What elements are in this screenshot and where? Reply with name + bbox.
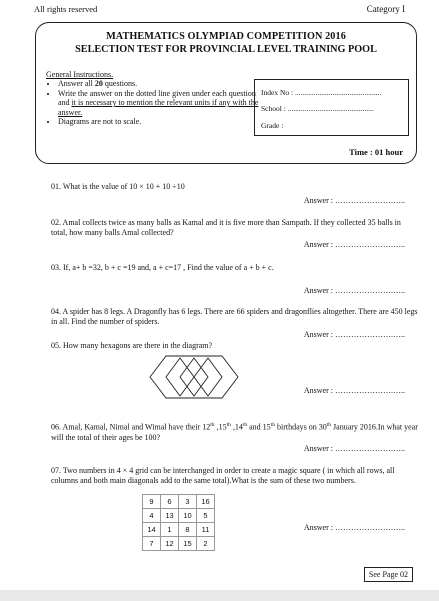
grid-cell: 15 bbox=[179, 537, 197, 551]
grid-cell: 8 bbox=[179, 523, 197, 537]
instructions-heading: General Instructions. bbox=[46, 70, 114, 79]
grade-field[interactable]: Grade : bbox=[261, 121, 284, 130]
answer-line-3[interactable]: Answer : ………………….….. bbox=[303, 286, 405, 295]
see-page-button[interactable]: See Page 02 bbox=[364, 567, 413, 582]
instruction-text: Answer all bbox=[58, 79, 95, 88]
question-4: 04. A spider has 8 legs. A Dragonfly has 6 legs. There are 66 spiders and dragonflies altogether. There are 450 legs in all. Find the number of spiders. bbox=[51, 307, 418, 326]
answer-line-1[interactable]: Answer : ………………….….. bbox=[303, 196, 405, 205]
answer-line-5[interactable]: Answer : ………………….….. bbox=[303, 386, 405, 395]
grid-cell: 12 bbox=[161, 537, 179, 551]
grid-cell: 6 bbox=[161, 495, 179, 509]
q6-text: birthdays on 30 bbox=[274, 422, 327, 432]
question-7: 07. Two numbers in 4 × 4 grid can be interchanged in order to create a magic square ( in which all rows, all columns and both main diagonals add to the same total).What is the sum of these two numbers. bbox=[51, 466, 395, 485]
candidate-info-box bbox=[254, 79, 409, 136]
grid-row bbox=[143, 495, 215, 509]
ordinal-suffix: th bbox=[242, 422, 248, 428]
grid-cell: 1 bbox=[161, 523, 179, 537]
ordinal-suffix: th bbox=[226, 422, 231, 428]
grid-row bbox=[143, 523, 215, 537]
answer-line-4[interactable]: Answer : ………………….….. bbox=[303, 330, 405, 339]
instruction-item bbox=[58, 89, 263, 118]
instructions-list bbox=[46, 79, 263, 127]
answer-line-2[interactable]: Answer : ………………….….. bbox=[303, 240, 405, 249]
grid-cell: 16 bbox=[197, 495, 215, 509]
grid-cell: 14 bbox=[143, 523, 161, 537]
grid-cell: 2 bbox=[197, 537, 215, 551]
answer-line-7[interactable]: Answer : ………………….….. bbox=[303, 523, 405, 532]
q6-text: ,15 bbox=[214, 422, 227, 432]
question-6 bbox=[51, 420, 419, 443]
instruction-underlined: it is necessary to mention the relevant units if any with the answer. bbox=[58, 98, 259, 117]
q6-text: and 15 bbox=[247, 422, 271, 432]
q6-text: 06. Amal, Kamal, Nimal and Wimal have their 12 bbox=[51, 422, 211, 432]
grid-cell: 10 bbox=[179, 509, 197, 523]
grid-row bbox=[143, 537, 215, 551]
grid-cell: 9 bbox=[143, 495, 161, 509]
question-5: 05. How many hexagons are there in the diagram? bbox=[51, 341, 213, 350]
number-grid bbox=[142, 494, 215, 551]
category-label: Category I bbox=[366, 4, 405, 14]
time-allowed: Time : 01 hour bbox=[349, 147, 403, 157]
answer-line-6[interactable]: Answer : ………………….….. bbox=[303, 444, 405, 453]
instruction-text: Write the answer on the dotted line given under each question and bbox=[58, 88, 256, 108]
index-no-field[interactable]: Index No : .............................................. bbox=[261, 88, 382, 97]
grid-row bbox=[143, 509, 215, 523]
question-1: 01. What is the value of 10 × 10 + 10 ÷10 bbox=[51, 182, 185, 191]
rights-text: All rights reserved bbox=[34, 4, 98, 14]
ordinal-suffix: th bbox=[270, 422, 275, 428]
question-2: 02. Amal collects twice as many balls as Kamal and it is five more than Sampath. If they collected 35 balls in total, how many balls Amal collected? bbox=[51, 218, 401, 237]
school-field[interactable]: School : .............................................. bbox=[261, 104, 374, 113]
exam-subtitle: SELECTION TEST FOR PROVINCIAL LEVEL TRAINING POOL bbox=[75, 44, 377, 55]
ordinal-suffix: th bbox=[326, 422, 332, 428]
exam-title: MATHEMATICS OLYMPIAD COMPETITION 2016 bbox=[106, 31, 346, 42]
grid-cell: 5 bbox=[197, 509, 215, 523]
instruction-text: questions. bbox=[102, 79, 138, 88]
question-3: 03. If, a+ b =32, b + c =19 and, a + c=17 , Find the value of a + b + c. bbox=[51, 263, 274, 272]
grid-cell: 13 bbox=[161, 509, 179, 523]
grid-cell: 7 bbox=[143, 537, 161, 551]
hexagon-diagram bbox=[148, 354, 240, 400]
question-count: 20 bbox=[94, 79, 103, 88]
q6-text: January 2016.In what year will the total of their ages be 100? bbox=[51, 422, 418, 442]
ordinal-suffix: th bbox=[210, 422, 215, 428]
grid-cell: 11 bbox=[197, 523, 215, 537]
page-footer-bar bbox=[0, 590, 439, 601]
grid-cell: 3 bbox=[179, 495, 197, 509]
q6-text: ,14 bbox=[230, 422, 243, 432]
instruction-item bbox=[58, 79, 263, 89]
grid-cell: 4 bbox=[143, 509, 161, 523]
instruction-item: • Diagrams are not to scale. bbox=[58, 117, 263, 127]
